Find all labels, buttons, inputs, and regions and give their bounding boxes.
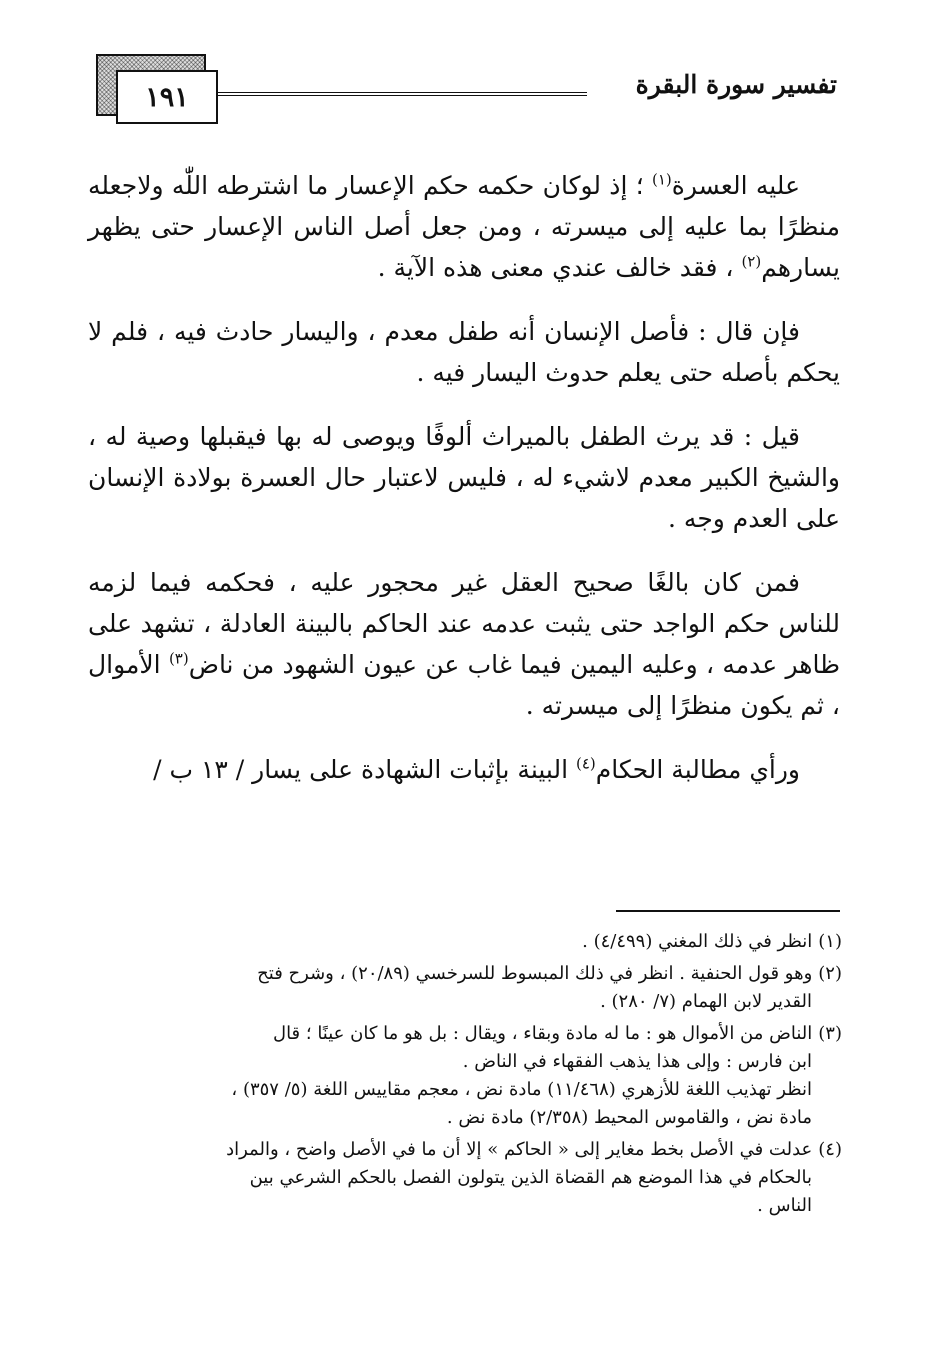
footnote-text: مادة نض ، والقاموس المحيط (٢/٣٥٨) مادة نض . [446,1107,812,1128]
footnote-ref-1: (١) [651,170,672,189]
footnote-number: (١) [818,931,842,952]
text-run: ورأي مطالبة الحكام [595,755,800,784]
footnote-number: (٢) [818,963,842,984]
footnote-text: وهو قول الحنفية . انظر في ذلك المبسوط للسرخسي (٢٠/٨٩) ، وشرح فتح [257,963,813,984]
page-number: ١٩١ [116,70,218,124]
footnote-ref-4: (٤) [575,754,596,773]
paragraph-1 [88,165,840,288]
text-run: البينة بإثبات الشهادة على يسار / ١٣ ب / [153,755,576,784]
paragraph-3: قيل : قد يرث الطفل بالميراث ألوفًا ويوصى له بها فيقبلها وصية له ، والشيخ الكبير معدم لاشيء له ، فليس لاعتبار حال العسرة بولادة الإنسان على العدم وجه . [88,422,840,533]
paragraph-2: فإن قال : فأصل الإنسان أنه طفل معدم ، واليسار حادث فيه ، فلم لا يحكم بأصله حتى يعلم حدوث اليسار فيه . [88,317,840,387]
footnote-2 [100,960,842,1016]
paragraph-5 [88,749,840,790]
footnote-4 [100,1136,842,1220]
footnote-text: عدلت في الأصل بخط مغاير إلى « الحاكم » إلا أن ما في الأصل واضح ، والمراد [226,1139,813,1160]
footnote-separator [616,910,840,912]
header-rule [212,92,587,96]
footnote-number: (٤) [818,1139,842,1160]
footnote-text: انظر في ذلك المغني (٤/٤٩٩) . [582,931,813,952]
footnotes [100,928,842,1224]
running-header-title: تفسير سورة البقرة [635,70,837,99]
footnote-1 [100,928,842,956]
footnote-text: القدير لابن الهمام (٧/ ٢٨٠) . [600,991,812,1012]
text-run: ؛ إذ لوكان حكمه حكم الإعسار ما اشترطه اللّٰه ولاجعله منظرًا بما عليه إلى ميسرته ، ومن جعل أصل الناس الإعسار حتى يظهر يسارهم [88,171,840,282]
footnote-text: الناس . [757,1195,812,1216]
paragraph-4 [88,562,840,726]
main-text [88,165,840,790]
footnote-text: انظر تهذيب اللغة للأزهري (١١/٤٦٨) مادة نض ، معجم مقاييس اللغة (٥/ ٣٥٧) ، [231,1079,812,1100]
footnote-text: الناض من الأموال هو : ما له مادة وبقاء ، ويقال : بل هو ما كان عينًا ؛ قال [272,1023,813,1044]
text-run: الأموال ، ثم يكون منظرًا إلى ميسرته . [88,650,840,720]
footnote-3 [100,1020,842,1132]
text-run: فمن كان بالغًا صحيح العقل غير محجور عليه ، فحكمه فيما لزمه للناس حكم الواجد حتى يثبت عدمه عند الحاكم بالبينة العادلة ، تشهد على ظاهر عدمه ، وعليه اليمين فيما غاب عن عيون الشهود من ناض [88,568,840,679]
footnote-number: (٣) [818,1023,842,1044]
text-run: عليه العسرة [671,171,801,200]
footnote-ref-2: (٢) [741,252,762,271]
text-run: ، فقد خالف عندي معنى هذه الآية . [377,253,742,282]
footnote-text: بالحكام في هذا الموضع هم القضاة الذين يتولون الفصل بالحكم الشرعي بين [249,1167,812,1188]
footnote-ref-3: (٣) [168,649,189,668]
footnote-text: ابن فارس : وإلى هذا يذهب الفقهاء في الناض . [462,1051,812,1072]
